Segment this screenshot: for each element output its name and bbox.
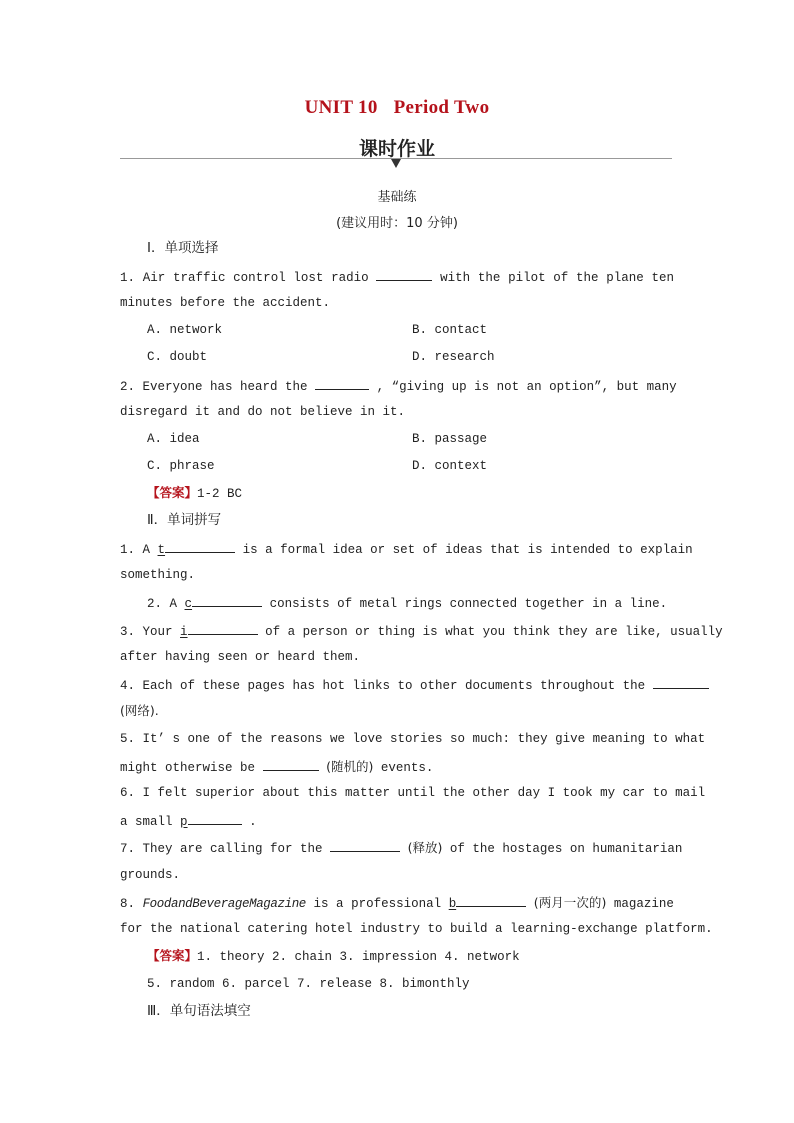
s1-q2-line2: disregard it and do not believe in it. (120, 405, 406, 419)
s2-q7-line1: 7. They are calling for the (释放) of the hostages on humanitarian (120, 840, 683, 856)
s1-q1-line2: minutes before the accident. (120, 296, 331, 310)
s2-q5-line1: 5. It’ s one of the reasons we love stories so much: they give meaning to what (120, 732, 706, 746)
s2-q1-line2: something. (120, 568, 196, 582)
section3-heading: Ⅲ．单句语法填空 (147, 1003, 251, 1019)
period-label: Period Two (393, 97, 490, 118)
answer-blank (188, 622, 258, 635)
time-note: (建议用时：10 分钟) (336, 216, 458, 231)
s1-q1-line1: 1. Air traffic control lost radio with the pilot of the plane ten (120, 268, 674, 286)
s2-q4-line2: (网络). (120, 703, 159, 718)
s1-q1-option-a: A. network (147, 323, 223, 337)
s1-answer: 【答案】1-2 BC (147, 485, 243, 501)
s1-q2-option-b: B. passage (412, 432, 488, 446)
magazine-title: FoodandBeverageMagazine (142, 897, 306, 911)
s2-q5-line2: might otherwise be (随机的) events. (120, 759, 434, 775)
s2-q8-line2: for the national catering hotel industry to build a learning-exchange platform. (120, 922, 713, 936)
unit-label: UNIT 10 (304, 97, 378, 118)
s2-q1-line1: 1. A t is a formal idea or set of ideas that is intended to explain (120, 540, 674, 558)
s2-q3-line1: 3. Your i of a person or thing is what you think they are like, usually (120, 622, 674, 640)
s2-answer-line1: 【答案】1. theory 2. chain 3. impression 4. network (147, 948, 520, 964)
s1-q2-option-d: D. context (412, 459, 488, 473)
page-title (0, 97, 794, 119)
page-subtitle: 课时作业 (358, 138, 435, 160)
section1-heading: Ⅰ．单项选择 (147, 240, 219, 256)
down-triangle-icon (391, 159, 401, 168)
answer-blank (315, 377, 369, 390)
answer-blank (165, 540, 235, 553)
answer-blank (263, 758, 319, 771)
s2-q7-line2: grounds. (120, 868, 181, 882)
answer-blank (188, 812, 242, 825)
answer-blank (456, 894, 526, 907)
s1-q1-option-c: C. doubt (147, 350, 208, 364)
s2-q6-line1: 6. I felt superior about this matter until the other day I took my car to mail (120, 786, 706, 800)
s2-q3-line2: after having seen or heard them. (120, 650, 361, 664)
level-label: 基础练 (377, 190, 417, 205)
s1-q2-option-c: C. phrase (147, 459, 215, 473)
answer-blank (192, 594, 262, 607)
s2-q2-line1: 2. A c consists of metal rings connected together in a line. (147, 594, 667, 612)
s2-q6-line2: a small p . (120, 812, 257, 830)
s1-q1-option-d: D. research (412, 350, 495, 364)
s1-q2-line1: 2. Everyone has heard the , “giving up is not an option”, but many (120, 377, 674, 395)
s1-q2-option-a: A. idea (147, 432, 200, 446)
answer-blank (330, 839, 400, 852)
section2-heading: Ⅱ．单词拼写 (147, 512, 222, 528)
answer-blank (376, 268, 432, 281)
s2-q4-line1: 4. Each of these pages has hot links to other documents throughout the (120, 676, 674, 694)
s2-q8-line1: 8. FoodandBeverageMagazine is a professional b (两月一次的) magazine (120, 895, 674, 911)
answer-blank (653, 676, 709, 689)
s1-q1-option-b: B. contact (412, 323, 488, 337)
s2-answer-line2: 5. random 6. parcel 7. release 8. bimonthly (147, 977, 470, 991)
